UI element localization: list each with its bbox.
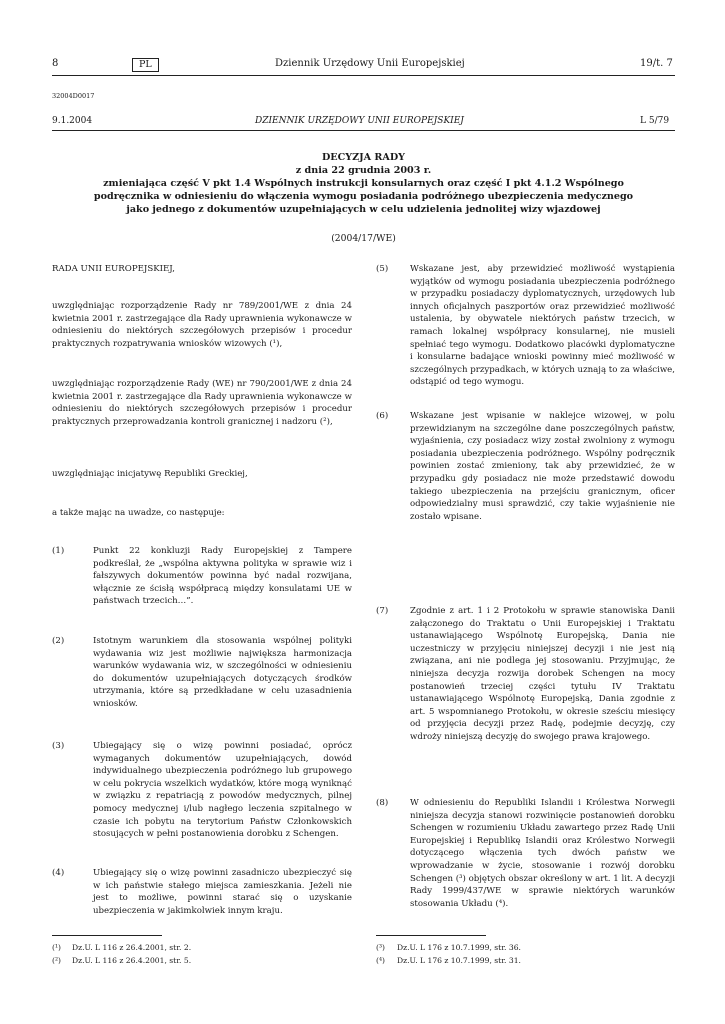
footnote-mark: (³) bbox=[376, 943, 385, 952]
footnote-mark: (⁴) bbox=[376, 956, 385, 965]
citation-1: uwzględniając rozporządzenie Rady nr 789/2001/WE z dnia 24 kwietnia 2001 r. zastrzegające dla Rady uprawnienia wykonawcze w odniesieniu do niektórych szczegółowych przepisów i procedur praktycznych rozpatrywania wniosków wizowych (¹), bbox=[52, 301, 352, 349]
title-line-2: z dnia 22 grudnia 2003 r. bbox=[295, 165, 432, 176]
title-line-3: zmieniająca część V pkt 1.4 Wspólnych instrukcji konsularnych oraz część I pkt 4.1.2 Wspólnego bbox=[103, 178, 624, 189]
recital-text: Istotnym warunkiem dla stosowania wspólnej polityki wydawania wiz jest możliwie największa harmonizacja warunków wydawania wiz, w szczególności w odniesieniu do dokumentów uzupełniających dotyczących środków utrzymania, które są przedkładane w celu uzasadnienia wniosków. bbox=[93, 636, 352, 709]
footnote-mark: (²) bbox=[52, 956, 61, 965]
recital-text: Zgodnie z art. 1 i 2 Protokołu w sprawie stanowiska Danii załączonego do Traktatu o Unii Europejskiej i Traktatu ustanawiającego Wspólnotę Europejską, Dania nie uczestniczy w przyjęciu niniejszej decyzji i nie jest nią związana, ani nie podlega jej stosowaniu. Przyjmując, że niniejsza decyzja rozwija dorobek Schengen na mocy postanowień trzeciej części tytułu IV Traktatu ustanawiającego Wspólnotę Europejską, Dania zgodnie z art. 5 wspomnianego Protokołu, w okresie sześciu miesięcy od przyjęcia decyzji przez Radę, podejmie decyzję, czy wdroży niniejszą decyzję do swojego prawa krajowego. bbox=[410, 606, 675, 742]
decision-title bbox=[52, 151, 675, 216]
footnote-text: Dz.U. L 176 z 10.7.1999, str. 31. bbox=[397, 956, 521, 965]
footnote-mark: (¹) bbox=[52, 943, 61, 952]
recital-text: Wskazane jest, aby przewidzieć możliwość wystąpienia wyjątków od wymogu posiadania ubezpieczenia podróżnego w przypadku posiadaczy dyplomatycznych, urzędowych lub innych oficjalnych paszportów oraz przewidzieć możliwość ustalenia, by obywatele niektórych państw trzecich, w ramach lokalnej współpracy konsularnej, nie musieli spełniać tego wymogu. Dodatkowo placówki dyplomatyczne i konsularne badające wnioski powinny mieć możliwość w szczególnych przypadkach, w których uznają to za właściwe, odstąpić od tego wymogu. bbox=[410, 264, 675, 388]
journal-title: Dziennik Urzędowy Unii Europejskiej bbox=[275, 58, 465, 69]
original-header-rule bbox=[52, 130, 675, 131]
recital-text: Punkt 22 konkluzji Rady Europejskiej z Tampere podkreślał, że „wspólna aktywna polityka w sprawie wiz i fałszywych dokumentów powinna być nadal rozwijana, włącznie ze ścisłą współpracą między konsulatami UE w państwach trzecich…”. bbox=[93, 546, 352, 607]
recital-number: (8) bbox=[376, 798, 389, 808]
volume-label: 19/t. 7 bbox=[640, 58, 673, 69]
recital-text: Wskazane jest wpisanie w naklejce wizowej, w polu przewidzianym na szczególne dane poszczególnych państw, wyjaśnienia, czy posiadacz wizy został zwolniony z wymogu posiadania ubezpieczenia podróżnego. Wspólny podręcznik powinien zostać zmieniony, tak aby przewidzieć, że w przypadku gdy posiadacz nie może przedstawić dowodu takiego ubezpieczenia na przejściu granicznym, oficer odpowiedzialny musi sprawdzić, czy takie wyjaśnienie nie zostało wpisane. bbox=[410, 411, 675, 522]
recital-text: Ubiegający się o wizę powinni posiadać, oprócz wymaganych dokumentów uzupełniających, dowód indywidualnego ubezpieczenia podróżnego lub grupowego w celu pokrycia wszelkich wydatków, które mogą wyniknąć w związku z repatriacją z powodów medycznych, pilnej pomocy medycznej i/lub nagłego leczenia szpitalnego w czasie ich pobytu na terytorium Państw Członkowskich stosujących w pełni postanowienia dorobku z Schengen. bbox=[93, 741, 352, 840]
footnote-rule-left bbox=[52, 935, 162, 936]
footnote-text: Dz.U. L 116 z 26.4.2001, str. 5. bbox=[72, 956, 192, 965]
recital-number: (1) bbox=[52, 546, 65, 556]
language-code-box: PL bbox=[132, 58, 159, 72]
title-line-5: jako jednego z dokumentów uzupełniających w celu udzielenia jednolitej wizy wjazdowej bbox=[126, 204, 601, 215]
page-number: 8 bbox=[52, 58, 59, 69]
title-line-1: DECYZJA RADY bbox=[321, 152, 406, 163]
original-journal-name: DZIENNIK URZĘDOWY UNII EUROPEJSKIEJ bbox=[255, 116, 464, 126]
whereas-intro: a także mając na uwadze, co następuje: bbox=[52, 508, 225, 518]
recital-number: (3) bbox=[52, 741, 65, 751]
recital-number: (7) bbox=[376, 606, 389, 616]
footnote-text: Dz.U. L 116 z 26.4.2001, str. 2. bbox=[72, 943, 192, 952]
original-reference: L 5/79 bbox=[640, 116, 670, 126]
footnote-text: Dz.U. L 176 z 10.7.1999, str. 36. bbox=[397, 943, 521, 952]
recital-text: W odniesieniu do Republiki Islandii i Królestwa Norwegii niniejsza decyzja stanowi rozwinięcie postanowień dorobku Schengen w rozumieniu Układu zawartego przez Radę Unii Europejskiej i Republikę Islandii oraz Królestwo Norwegii dotyczącego włączenia tych dwóch państw we wprowadzanie w życie, stosowanie i rozwój dorobku Schengen (³) objętych obszar określony w art. 1 lit. A decyzji Rady 1999/437/WE w sprawie niektórych warunków stosowania Układu (⁴). bbox=[410, 798, 675, 909]
recital-number: (6) bbox=[376, 411, 389, 421]
recital-text: Ubiegający się o wizę powinni zasadniczo ubezpieczyć się w ich państwie stałego miejsca zamieszkania. Jeżeli nie jest to możliwe, powinni starać się o uzyskanie ubezpieczenia w jakimkolwiek innym kraju. bbox=[93, 868, 352, 916]
footnote-rule-right bbox=[376, 935, 486, 936]
citation-3: uwzględniając inicjatywę Republiki Greckiej, bbox=[52, 469, 248, 479]
opening-formula: RADA UNII EUROPEJSKIEJ, bbox=[52, 264, 175, 274]
recital-number: (4) bbox=[52, 868, 65, 878]
document-id: 32004D0017 bbox=[52, 92, 95, 100]
citation-2: uwzględniając rozporządzenie Rady (WE) nr 790/2001/WE z dnia 24 kwietnia 2001 r. zastrzegające dla Rady uprawnienia wykonawcze w odniesieniu do niektórych szczegółowych przepisów i procedur praktycznych przeprowadzania kontroli granicznej i nadzoru (²), bbox=[52, 379, 352, 427]
header-rule bbox=[52, 75, 675, 76]
original-date: 9.1.2004 bbox=[52, 116, 93, 126]
title-line-4: podręcznika w odniesieniu do włączenia wymogu posiadania podróżnego ubezpieczenia medycznego bbox=[93, 191, 634, 202]
decision-number: (2004/17/WE) bbox=[331, 233, 396, 244]
recital-number: (2) bbox=[52, 636, 65, 646]
recital-number: (5) bbox=[376, 264, 389, 274]
